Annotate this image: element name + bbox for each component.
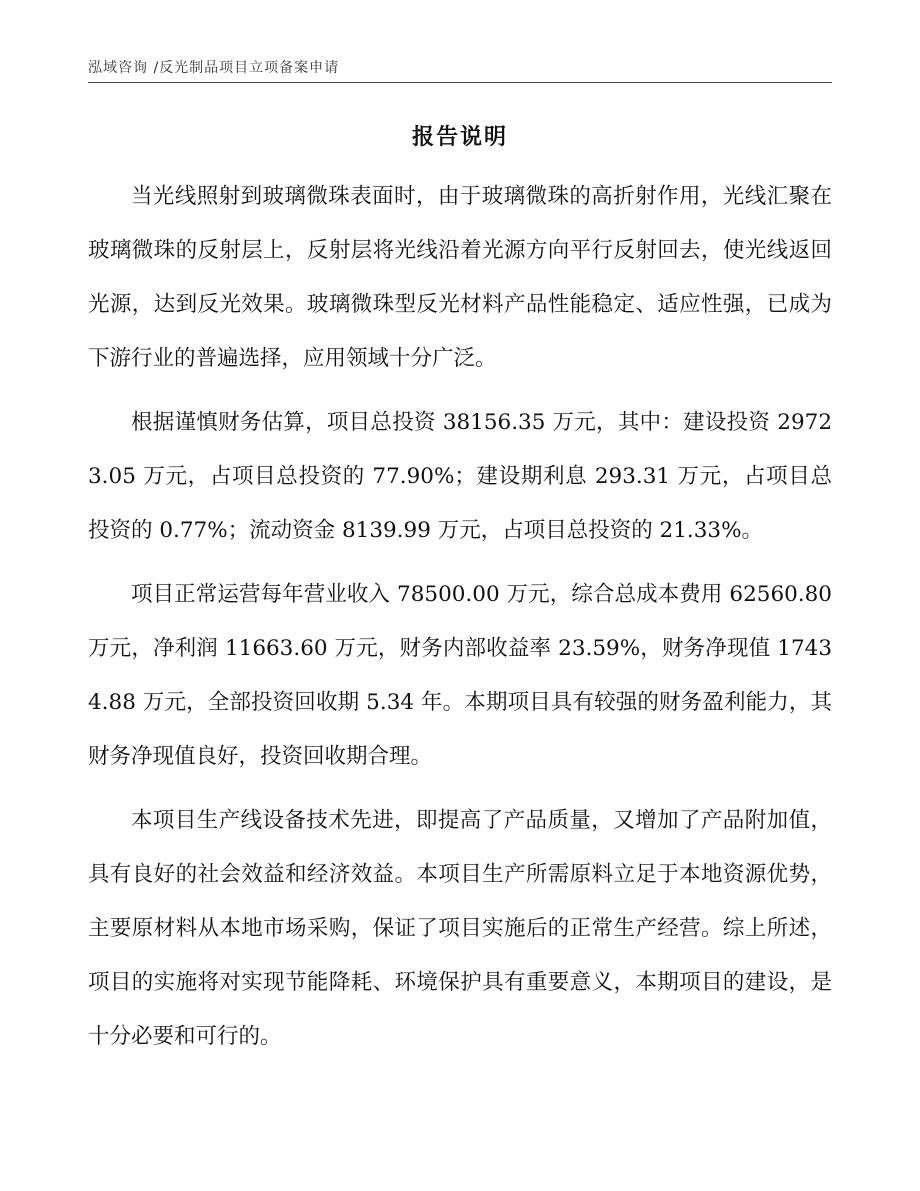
page-title: 报告说明 bbox=[411, 125, 508, 150]
paragraph-intro: 当光线照射到玻璃微珠表面时，由于玻璃微珠的高折射作用，光线汇聚在玻璃微珠的反射层上，反射层将光线沿着光源方向平行反射回去，使光线返回光源，达到反光效果。玻璃微珠型反光材料产品性能稳定、适应性强，已成为下游行业的普遍选择，应用领域十分广泛。 bbox=[88, 184, 832, 371]
running-header: 泓域咨询 /反光制品项目立项备案申请 bbox=[88, 60, 340, 76]
paragraph-investment: 根据谨慎财务估算，项目总投资 38156.35 万元，其中：建设投资 29723.05 万元，占项目总投资的 77.90%；建设期利息 293.31 万元，占项目总投资的 0.77%；流动资金 8139.99 万元，占项目总投资的 21.33%。 bbox=[88, 410, 832, 543]
paragraph-conclusion: 本项目生产线设备技术先进，即提高了产品质量，又增加了产品附加值，具有良好的社会效益和经济效益。本项目生产所需原料立足于本地资源优势，主要原材料从本地市场采购，保证了项目实施后的正常生产经营。综上所述，项目的实施将对实现节能降耗、环境保护具有重要意义，本期项目的建设，是十分必要和可行的。 bbox=[88, 808, 832, 1049]
header-divider bbox=[88, 82, 832, 83]
report-body bbox=[88, 170, 832, 1074]
paragraph-revenue: 项目正常运营每年营业收入 78500.00 万元，综合总成本费用 62560.80 万元，净利润 11663.60 万元，财务内部收益率 23.59%，财务净现值 17434.88 万元，全部投资回收期 5.34 年。本期项目具有较强的财务盈利能力，其财务净现值良好，投资回收期合理。 bbox=[88, 582, 832, 769]
